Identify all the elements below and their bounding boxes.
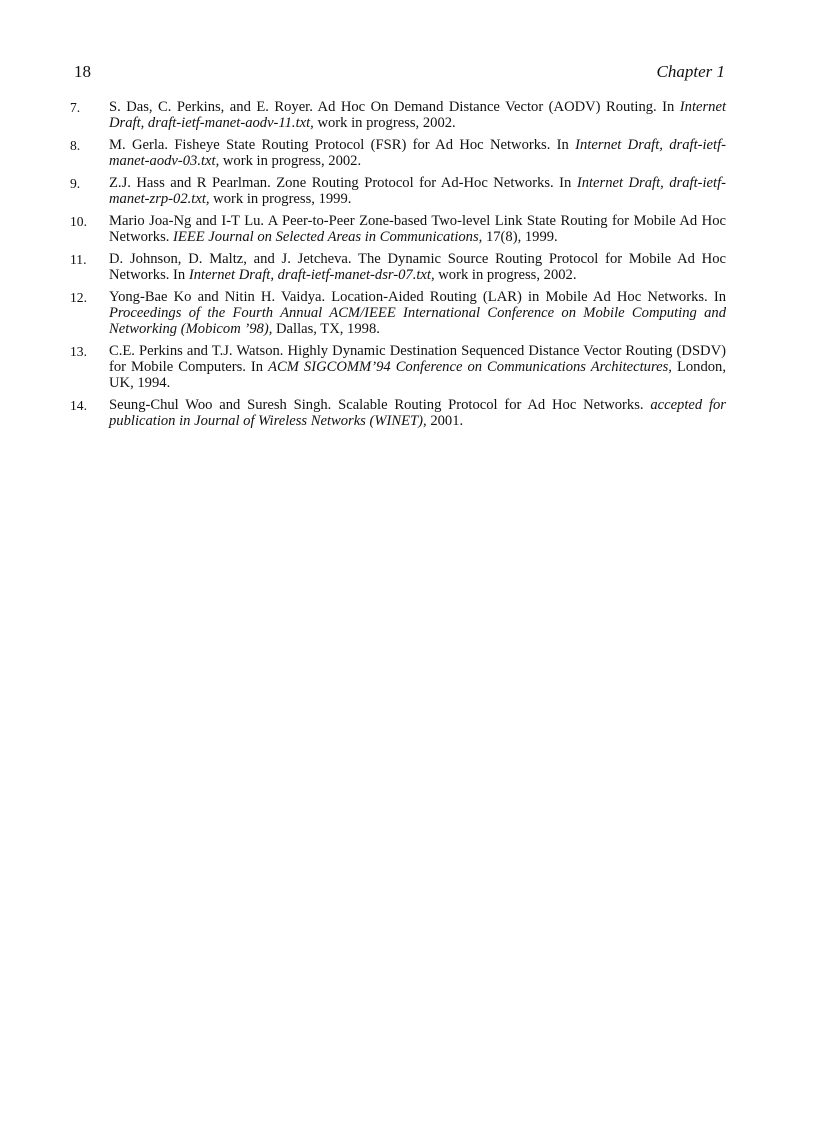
reference-list (70, 99, 726, 435)
reference-text (109, 175, 726, 207)
reference-segment: Z.J. Hass and R Pearlman. Zone Routing Protocol for Ad-Hoc Networks. In (109, 175, 577, 191)
reference-segment: work in progress, 2002. (219, 153, 362, 169)
reference-segment: work in progress, 2002. (313, 115, 456, 131)
reference-segment: 17(8), 1999. (482, 229, 558, 245)
reference-number: 9. (70, 176, 81, 191)
reference-item (70, 251, 726, 283)
reference-source: IEEE Journal on Selected Areas in Communications, (173, 229, 483, 245)
reference-segment: work in progress, 2002. (434, 267, 577, 283)
reference-text (109, 137, 726, 169)
reference-source: ACM SIGCOMM’94 Conference on Communications Architectures, (268, 359, 672, 375)
reference-number: 8. (70, 138, 81, 153)
reference-segment: 2001. (426, 413, 464, 429)
reference-text (109, 397, 726, 429)
reference-source: Internet Draft, draft-ietf-manet-zrp-02.txt, (109, 175, 726, 207)
reference-text (109, 289, 726, 337)
reference-text (109, 213, 726, 245)
page-number: 18 (74, 62, 91, 81)
reference-item (70, 213, 726, 245)
reference-source: Internet Draft, draft-ietf-manet-aodv-11.txt, (109, 99, 726, 131)
reference-item (70, 137, 726, 169)
reference-segment: Mario Joa-Ng and I-T Lu. A Peer-to-Peer Zone-based Two-level Link State Routing for Mobile Ad Hoc Networks. (109, 213, 726, 245)
reference-segment: S. Das, C. Perkins, and E. Royer. Ad Hoc On Demand Distance Vector (AODV) Routing. In (109, 99, 680, 115)
reference-number: 12. (70, 290, 87, 305)
reference-item (70, 99, 726, 131)
reference-number: 10. (70, 214, 87, 229)
reference-segment: C.E. Perkins and T.J. Watson. Highly Dynamic Destination Sequenced Distance Vector Routing (DSDV) for Mobile Computers. In (109, 343, 726, 375)
reference-segment: work in progress, 1999. (209, 191, 352, 207)
reference-segment: London, UK, 1994. (109, 359, 726, 391)
reference-segment: Dallas, TX, 1998. (272, 321, 380, 337)
reference-source: Proceedings of the Fourth Annual ACM/IEEE International Conference on Mobile Computing and Networking (Mobicom ’98), (109, 305, 726, 337)
reference-item (70, 343, 726, 391)
reference-source: Internet Draft, draft-ietf-manet-aodv-03.txt, (109, 137, 727, 169)
reference-number: 11. (70, 252, 87, 267)
reference-segment: Seung-Chul Woo and Suresh Singh. Scalable Routing Protocol for Ad Hoc Networks. (109, 397, 651, 413)
running-head (74, 61, 725, 83)
reference-item (70, 289, 726, 337)
reference-text (109, 251, 726, 283)
reference-item (70, 175, 726, 207)
reference-number: 13. (70, 344, 87, 359)
reference-item (70, 397, 726, 429)
reference-text (109, 99, 726, 131)
reference-segment: Yong-Bae Ko and Nitin H. Vaidya. Location-Aided Routing (LAR) in Mobile Ad Hoc Networks. In (109, 289, 726, 305)
reference-source: Internet Draft, draft-ietf-manet-dsr-07.txt, (188, 267, 435, 283)
reference-text (109, 343, 726, 391)
chapter-label: Chapter 1 (656, 62, 725, 81)
reference-number: 7. (70, 100, 81, 115)
reference-source: accepted for publication in Journal of Wireless Networks (WINET), (109, 397, 726, 429)
reference-segment: M. Gerla. Fisheye State Routing Protocol (FSR) for Ad Hoc Networks. In (109, 137, 576, 153)
reference-number: 14. (70, 398, 87, 413)
reference-segment: D. Johnson, D. Maltz, and J. Jetcheva. The Dynamic Source Routing Protocol for Mobile Ad Hoc Networks. In (109, 251, 726, 283)
